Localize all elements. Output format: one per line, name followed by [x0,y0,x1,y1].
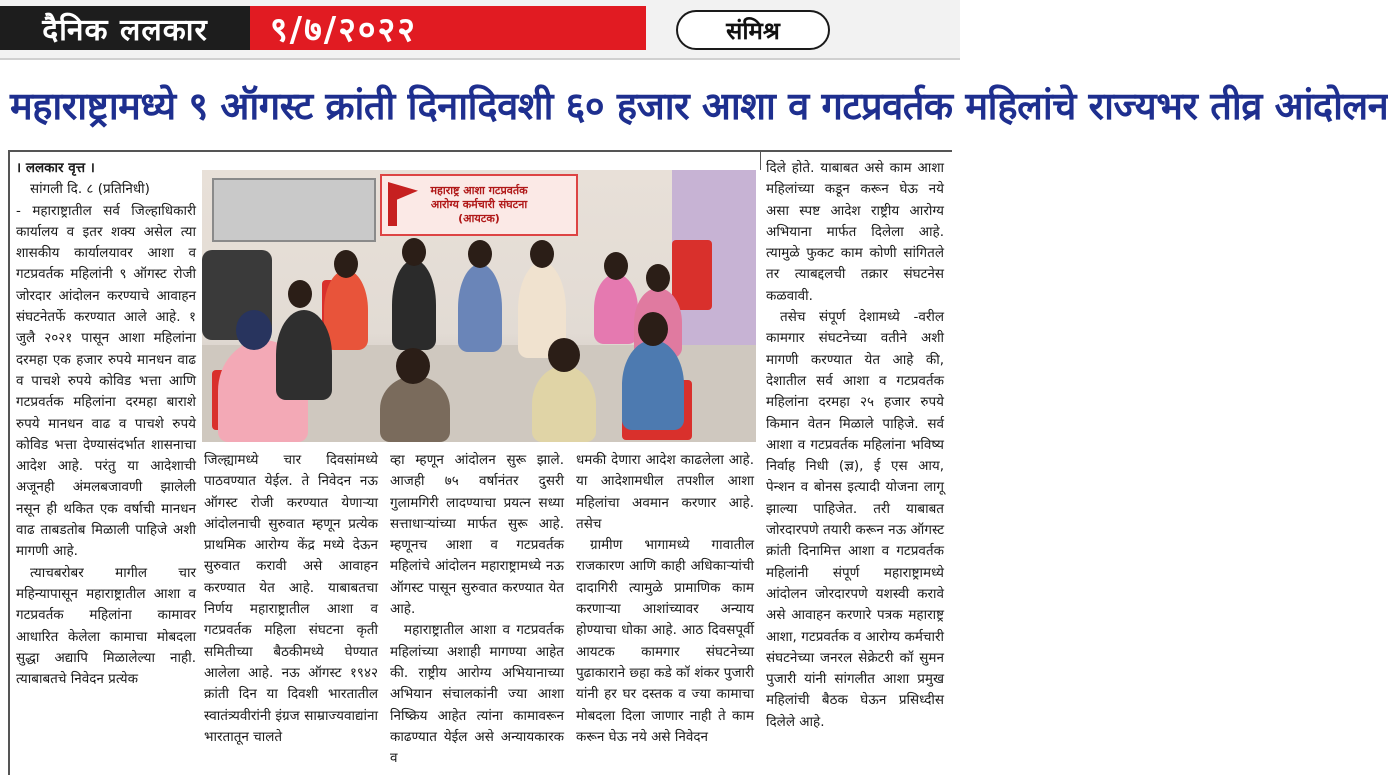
person-head [646,264,670,292]
col2-para1: जिल्ह्यामध्ये चार दिवसांमध्ये पाठवण्यात येईल. ते निवेदन नऊ ऑगस्ट रोजी करण्यात येणाऱ्या आंदोलनाची सुरुवात म्हणून प्रत्येक प्राथमिक आरोग्य केंद्र मध्ये देऊन सुरुवात करावी असे आवाहन करण्यात येत आहे. याबाबतचा निर्णय महाराष्ट्रातील आशा व गटप्रवर्तक महिला संघटना कृती समितीच्या बैठकीमध्ये घेण्यात आलेला आहे. नऊ ऑगस्ट १९४२ क्रांती दिन या दिवशी भारतातील स्वातंत्र्यवीरांनी इंग्रज साम्राज्यवाद्यांना भारतातून चालते [204,452,378,745]
column-2 [204,450,378,748]
col3-para2: महाराष्ट्रातील आशा व गटप्रवर्तक महिलांच्या अशाही मागण्या आहेत की. राष्ट्रीय आरोग्य अभियानाच्या अभियान संचालकांनी ज्या आशा निष्क्रिय आहेत त्यांना कामावरून काढण्यात येईल असे अन्यायकारक व [390,622,564,767]
masthead [0,0,960,60]
banner-line3: (आयटक) [458,212,500,225]
section-label: संमिश्र [726,16,780,45]
paper-name: दैनिक ललकार [42,12,208,48]
column-3 [390,450,564,769]
column-1 [16,158,196,690]
col3-para1: व्हा म्हणून आंदोलन सुरू झाले. आजही ७५ वर्षानंतर दुसरी गुलामगिरी लादण्याचा प्रयत्न सध्या सत्ताधाऱ्यांच्या मार्फत सुरू आहे. म्हणूनच आशा व गटप्रवर्तक महिलांचे आंदोलन महाराष्ट्रामध्ये नऊ ऑगस्ट पासून सुरुवात करण्यात येत आहे. [390,452,564,618]
col4-para2: ग्रामीण भागामध्ये गावातील राजकारण आणि काही अधिकाऱ्यांची दादागिरी त्यामुळे प्रामाणिक काम करणाऱ्या आशांच्यावर अन्याय होण्याचा धोका आहे. आठ दिवसपूर्वी आयटक कामगार संघटनेच्या पुढाकाराने छ्हा कडे कॉ शंकर पुजारी यांनी हर घर दस्तक व ज्या कामाचा मोबदला दिला जाणार नाही ते काम करून घेऊ नये असे निवेदन [576,537,754,745]
col4-para1: धमकी देणारा आदेश काढलेला आहे. या आदेशामधील तपशील आशा महिलांचा अवमान करणार आहे. तसेच [576,452,754,532]
meeting-photo [202,170,756,442]
col1-para1: - महाराष्ट्रातील सर्व जिल्हाधिकारी कार्यालय व इतर शक्य असेल त्या शासकीय कार्यालयावर आशा व गटप्रवर्तक महिलांनी ९ ऑगस्ट रोजी जोरदार आंदोलन करण्याचे आवाहन संघटनेतर्फे करण्यात आले आहे. १ जुलै २०२१ पासून आशा महिलांना दरमहा एक हजार रुपये मानधन वाढ व पाचशे रुपये कोविड भत्ता आणि गटप्रवर्तक महिलांना दरमहा बाराशे रुपये मानधन वाढ व पाचशे रुपये कोविड भत्ता देण्यासंदर्भात शासनाचा आदेश आहे. परंतु या आदेशाची अजूनही अंमलबजावणी झालेली नसून ही थकित एक वर्षाची मानधन वाढ ताबडतोब मिळाली पाहिजे अशी मागणी आहे. [16,202,196,560]
person-head [530,240,554,268]
section-badge [676,10,830,50]
person-head [548,338,580,372]
col1-para2: त्याचबरोबर मागील चार महिन्यापासून महाराष्ट्रातील आशा व गटप्रवर्तक महिलांना कामावर आधारित केलेला कामाचा मोबदला सुद्धा अद्यापि मिळालेल्या नाही. त्याबाबतचे निवेदन प्रत्येक [16,564,196,688]
banner-line2: आरोग्य कर्मचारी संघटना [430,198,528,211]
top-rule [8,150,952,152]
photo-banner [380,174,578,236]
person-head [402,238,426,266]
dateline: सांगली दि. ८ (प्रतिनिधी) [30,181,150,198]
paper-name-block [0,6,256,50]
chair [672,240,712,310]
col5-para2: तसेच संपूर्ण देशामध्ये -वरील कामगार संघटनेच्या वतीने अशी मागणी करण्यात येत आहे की, देशातील सर्व आशा व गटप्रवर्तक महिलांना दरमहा २५ हजार रुपये किमान वेतन मिळाले पाहिजे. सर्व आशा व गटप्रवर्तक महिलांना भविष्य निर्वाह निधी (ज्ञ्र), ई एस आय, पेन्शन व बोनस इत्यादी योजना लागू झाल्या पाहिजेत. तरी याबाबत जोरदारपणे तयारी करून नऊ ऑगस्ट क्रांती दिनामित्त आशा व गटप्रवर्तक महिलांनी संपूर्ण महाराष्ट्रामध्ये आंदोलन जोरदारपणे यशस्वी करावे असे आवाहन करणारे पत्रक महाराष्ट्र आशा, गटप्रवर्तक व आरोग्य कर्मचारी संघटनेच्या जनरल सेक्रेटरी कॉ सुमन पुजारी यांनी सांगलीत आशा प्रमुख महिलांची बैठक घेऊन प्रसिध्दीस दिलेले आहे. [766,309,944,730]
date-block [256,6,646,50]
person-head [638,312,668,346]
headline-block [0,62,1388,148]
person-head [288,280,312,308]
left-rule [8,150,10,775]
person-head [468,240,492,268]
banner-line1: महाराष्ट्र आशा गटप्रवर्तक [430,184,528,197]
person-head [396,348,430,384]
flag-icon [388,182,418,226]
issue-date: ९/७/२०२२ [270,10,417,50]
person [380,376,450,442]
person [392,260,436,350]
person-head [236,310,272,350]
column-5 [766,158,944,733]
person [594,274,638,344]
photo-window [212,178,376,242]
byline: । ललकार वृत्त । [16,160,95,176]
col-divider [760,150,761,170]
person-head [604,252,628,280]
person [324,270,368,350]
person-head [334,250,358,278]
person [276,310,332,400]
headline: महाराष्ट्रामध्ये ९ ऑगस्ट क्रांती दिनादिवशी ६० हजार आशा व गटप्रवर्तक महिलांचे राज्यभर तीव्र आंदोलन [10,84,1388,128]
column-4 [576,450,754,748]
person [458,264,502,352]
person [622,340,684,430]
person [532,366,596,442]
col5-para1: दिले होते. याबाबत असे काम आशा महिलांच्या कडून करून घेऊ नये असा स्पष्ट आदेश राष्ट्रीय आरोग्य अभियाना मार्फत दिलेला आहे. त्यामुळे फुकट काम कोणी सांगितले तर त्याबद्दलची तक्रार संघटनेस कळवावी. [766,160,944,304]
